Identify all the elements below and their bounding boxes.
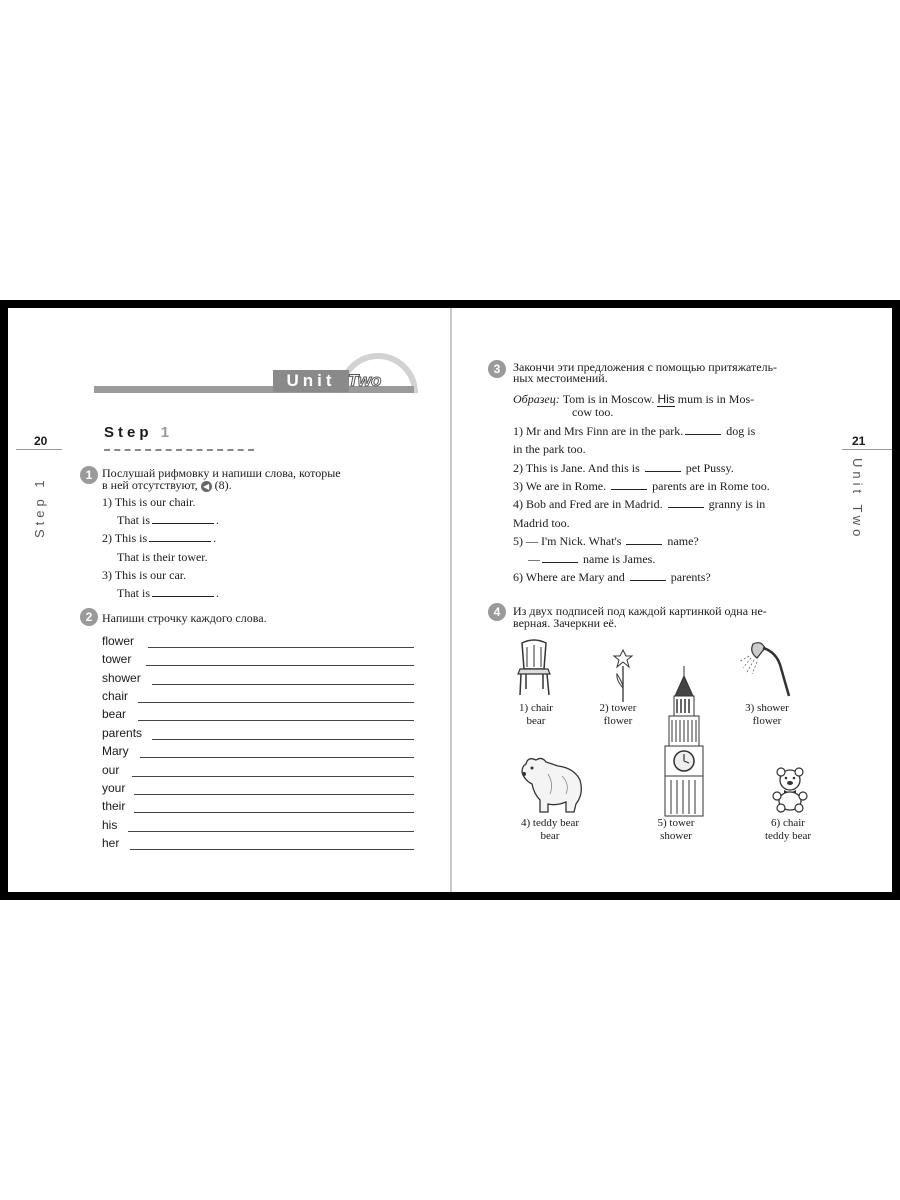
word-chair: chair [102, 689, 129, 703]
task3-line-2: in the park too. [513, 442, 586, 456]
step-number: 1 [160, 424, 174, 441]
writing-line[interactable] [152, 739, 414, 740]
task4-instruction-2: верная. Зачеркни её. [513, 616, 617, 630]
step-title [104, 424, 173, 441]
writing-line[interactable] [140, 757, 414, 758]
task3-line-6: Madrid too. [513, 516, 570, 530]
task3-line-1: 1) Mr and Mrs Finn are in the park. dog is [513, 424, 756, 438]
task1-instruction-2 [102, 478, 232, 493]
unit-header-arc [321, 336, 434, 449]
word-parents: parents [102, 726, 143, 740]
side-label-left: Step 1 [32, 476, 47, 538]
writing-line[interactable] [128, 831, 414, 832]
sample-label: Образец: [513, 392, 560, 406]
unit-label: Unit [273, 370, 349, 392]
step-underline [104, 449, 254, 451]
page-number-rule [16, 449, 62, 450]
speaker-icon[interactable]: ◀ [201, 481, 212, 492]
task-number-1: 1 [80, 466, 98, 484]
answer-blank[interactable] [626, 534, 662, 545]
task1-item-5: 3) This is our car. [102, 568, 187, 582]
task1-instruction-2b: (8). [214, 478, 232, 492]
answer-blank[interactable] [645, 461, 681, 472]
word-mary: Mary [102, 744, 129, 758]
writing-line[interactable] [152, 684, 414, 685]
teddy-bear-picture [770, 768, 810, 812]
task-number-2: 2 [80, 608, 98, 626]
word-flower: flower [102, 634, 135, 648]
answer-blank[interactable] [152, 586, 214, 597]
caption-3[interactable]: 3) shower flower [745, 702, 789, 727]
word-bear: bear [102, 707, 127, 721]
word-their: their [102, 799, 126, 813]
shower-picture [737, 638, 797, 698]
task1-item-3: 2) This is . [102, 531, 217, 545]
answer-blank[interactable] [630, 570, 666, 581]
task3-sample-cont: cow too. [572, 405, 614, 419]
task3-line-9: 6) Where are Mary and parents? [513, 570, 711, 584]
task2-instruction: Напиши строчку каждого слова. [102, 611, 267, 625]
caption-2[interactable]: 2) tower flower [599, 702, 637, 727]
step-label: Step [104, 424, 153, 441]
book-spread [0, 300, 900, 900]
writing-line[interactable] [138, 702, 414, 703]
unit-number: Two [348, 371, 382, 390]
word-tower: tower [102, 652, 132, 666]
task3-line-7: 5) — I'm Nick. What's name? [513, 534, 699, 548]
page-number-left: 20 [34, 434, 48, 448]
answer-blank[interactable] [668, 497, 704, 508]
task3-line-4: 3) We are in Rome. parents are in Rome too. [513, 479, 770, 493]
task3-sample: Образец: Tom is in Moscow. His mum is in Mos- [513, 392, 755, 406]
task3-line-8: — name is James. [528, 552, 656, 566]
page-number-rule [842, 449, 892, 450]
word-shower: shower [102, 671, 141, 685]
writing-line[interactable] [130, 849, 414, 850]
right-page [452, 308, 892, 892]
word-your: your [102, 781, 126, 795]
side-label-right: Unit Two [850, 458, 865, 541]
sample-answer: His [657, 392, 675, 406]
flower-picture [613, 648, 633, 703]
page-number-right: 21 [852, 434, 866, 448]
answer-blank[interactable] [542, 552, 578, 563]
task3-line-5: 4) Bob and Fred are in Madrid. granny is in [513, 497, 766, 511]
task1-instruction-2a: в ней отсутствуют, [102, 478, 198, 492]
chair-picture [516, 639, 552, 697]
answer-blank[interactable] [152, 513, 214, 524]
task1-item-2: That is . [117, 513, 219, 527]
task-number-3: 3 [488, 360, 506, 378]
word-her: her [102, 836, 120, 850]
task1-item-6: That is . [117, 586, 219, 600]
word-our: our [102, 763, 120, 777]
writing-line[interactable] [138, 720, 414, 721]
task3-line-3: 2) This is Jane. And this is pet Pussy. [513, 461, 734, 475]
caption-4[interactable]: 4) teddy bear bear [520, 817, 580, 842]
task4-instruction-1: Из двух подписей под каждой картинкой одна не- [513, 604, 767, 618]
answer-blank[interactable] [685, 424, 721, 435]
big-ben-picture [659, 666, 709, 816]
answer-blank[interactable] [611, 479, 647, 490]
answer-blank[interactable] [149, 531, 211, 542]
writing-line[interactable] [146, 665, 414, 666]
task-number-4: 4 [488, 603, 506, 621]
caption-1[interactable]: 1) chair bear [519, 702, 553, 727]
bear-picture [518, 754, 584, 814]
writing-line[interactable] [132, 776, 414, 777]
caption-5[interactable]: 5) tower shower [657, 817, 695, 842]
task1-item-1: 1) This is our chair. [102, 495, 196, 509]
task1-instruction-1: Послушай рифмовку и напиши слова, которые [102, 466, 341, 480]
word-his: his [102, 818, 118, 832]
caption-6[interactable]: 6) chair teddy bear [764, 817, 812, 842]
writing-line[interactable] [148, 647, 414, 648]
task1-item-4: That is their tower. [117, 550, 208, 564]
left-page [8, 308, 450, 892]
task3-instruction-2: ных местоимений. [513, 371, 608, 385]
writing-line[interactable] [134, 794, 414, 795]
task3-instruction-1: Закончи эти предложения с помощью притяжатель- [513, 360, 778, 374]
writing-line[interactable] [134, 812, 414, 813]
